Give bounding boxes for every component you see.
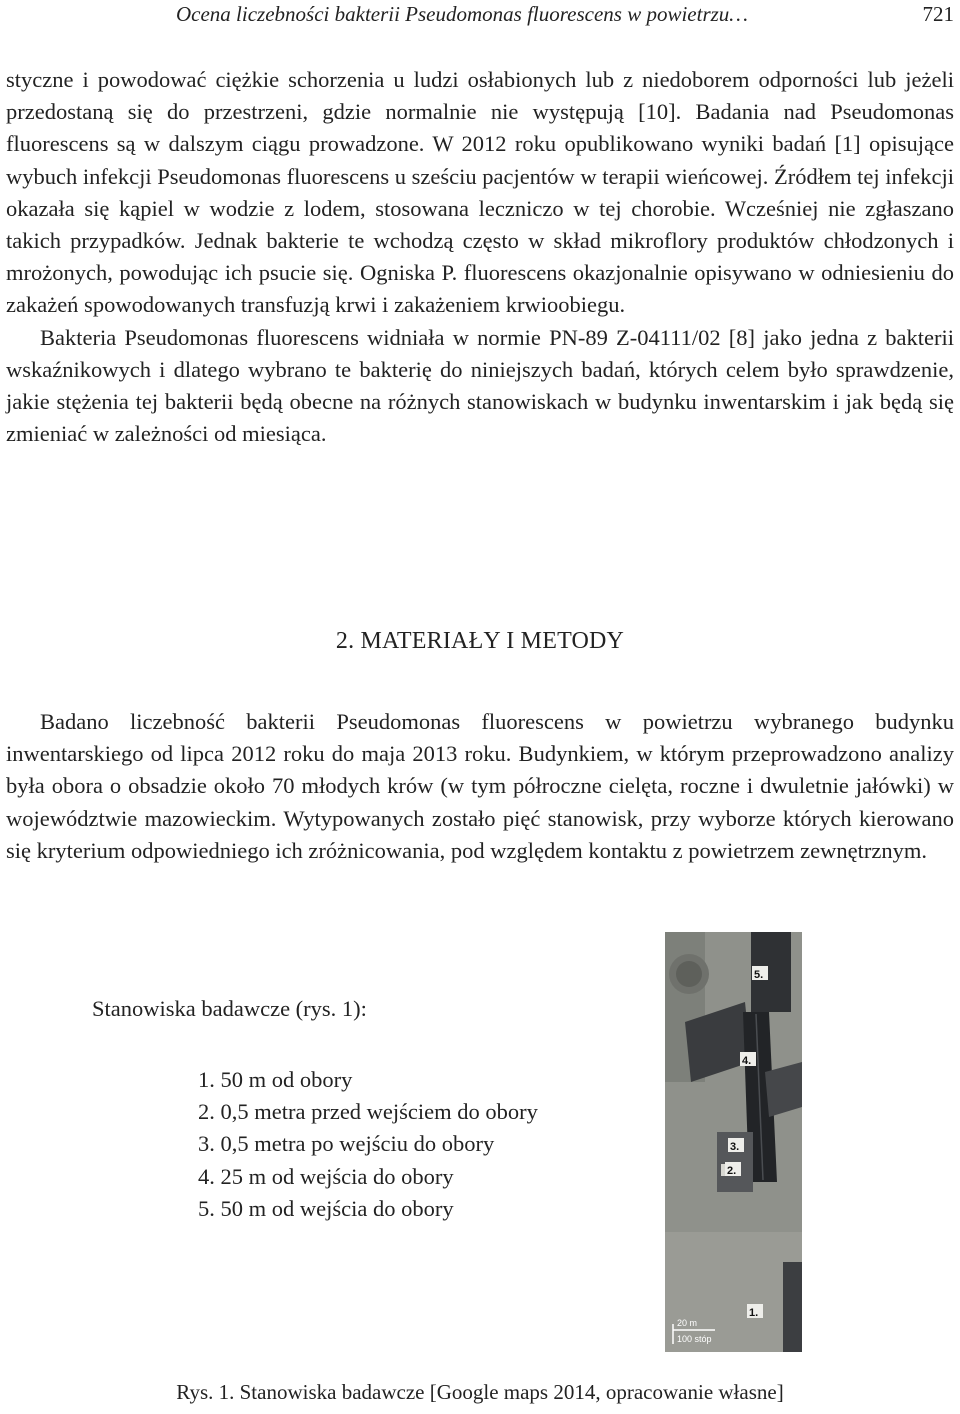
station-item: 4. 25 m od wejścia do obory	[198, 1163, 454, 1189]
paragraph-2: Bakteria Pseudomonas fluorescens widniała w normie PN-89 Z-04111/02 [8] jako jedna z bakterii wskaźnikowych i dlatego wybrano te bakterię do niniejszych badań, których celem było sprawdzenie, jakie stężenia tej bakterii będą obecne na różnych stanowiskach w budynku inwentarskim i jak będą się zmieniać w zależności od miesiąca.	[6, 324, 954, 447]
map-marker-3	[728, 1138, 744, 1153]
body-text-methods	[6, 706, 954, 867]
stations-title: Stanowiska badawcze (rys. 1):	[92, 996, 367, 1021]
body-text-top	[6, 64, 954, 450]
section-heading: 2. MATERIAŁY I METODY	[335, 628, 625, 654]
svg-text:5.: 5.	[754, 969, 764, 981]
map-marker-2	[725, 1162, 741, 1177]
svg-text:1.: 1.	[749, 1307, 759, 1319]
station-item: 1. 50 m od obory	[198, 1067, 353, 1092]
map-marker-5	[752, 966, 768, 981]
svg-text:4.: 4.	[742, 1055, 752, 1067]
paragraph-3: Badano liczebność bakterii Pseudomonas fluorescens w powietrzu wybranego budynku inwentarskiego od lipca 2012 roku do maja 2013 roku. Budynkiem, w którym przeprowadzono analizy była obora o obsadzie około 70 młodych krów (w tym półroczne cielęta, roczne i dwuletnie jałówki) w województwie mazowieckim. Wytypowanych zostało pięć stanowisk, przy wyborze których kierowano się kryterium odpowiedniego ich zróżnicowania, pod względem kontaktu z powietrzem zewnętrznym.	[6, 709, 954, 863]
svg-text:3.: 3.	[730, 1141, 740, 1153]
svg-text:20 m: 20 m	[677, 1318, 698, 1328]
map-marker-1	[747, 1304, 763, 1319]
station-item: 2. 0,5 metra przed wejściem do obory	[198, 1099, 538, 1125]
svg-text:2.: 2.	[727, 1165, 737, 1177]
satellite-map-image	[665, 932, 802, 1352]
page-header	[0, 0, 960, 40]
figure-caption: Rys. 1. Stanowiska badawcze [Google maps 2014, opracowanie własne]	[176, 1380, 784, 1404]
station-item: 3. 0,5 metra po wejściu do obory	[198, 1131, 495, 1157]
running-title: Ocena liczebności bakterii Pseudomonas fluorescens w powietrzu…	[176, 2, 748, 26]
satellite-map-figure	[665, 932, 802, 1352]
page-number: 721	[922, 2, 954, 26]
paragraph-1: styczne i powodować ciężkie schorzenia u ludzi osłabionych lub z niedoborem odporności lub jeżeli przedostaną się do przestrzeni, gdzie normalnie nie występują [10]. Badania nad Pseudomonas fluorescens są w dalszym ciągu prowadzone. W 2012 roku opublikowano wyniki badań [1] opisujące wybuch infekcji Pseudomonas fluorescens u sześciu pacjentów w terapii wieńcowej. Źródłem tej infekcji okazała się kąpiel w wodzie z lodem, stosowana leczniczo w tej chorobie. Wcześniej nie zgłaszano takich przypadków. Jednak bakterie te wchodzą często w skład mikroflory produktów chłodzonych i mrożonych, powodując ich psucie się. Ogniska P. fluorescens okazjonalnie opisywano w odniesieniu do zakażeń spowodowanych transfuzją krwi i zakażeniem krwioobiegu.	[6, 67, 954, 318]
map-marker-4	[740, 1052, 756, 1067]
stations-list	[198, 1064, 538, 1225]
svg-text:100 stóp: 100 stóp	[677, 1334, 712, 1344]
station-item: 5. 50 m od wejścia do obory	[198, 1195, 454, 1221]
map-building-bottom-right	[783, 1262, 802, 1352]
